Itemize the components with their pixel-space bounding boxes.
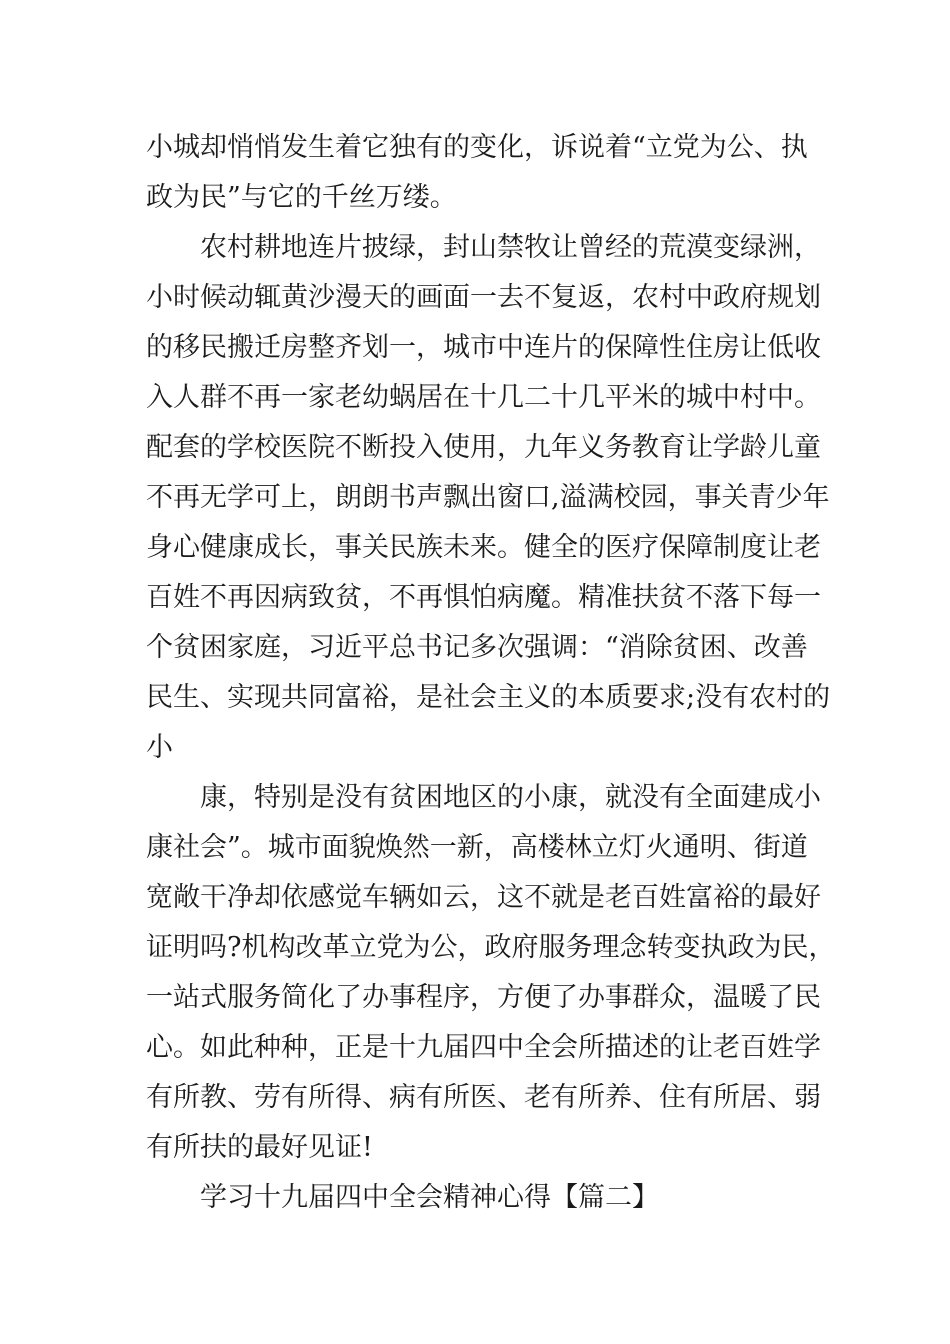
section-heading: 学习十九届四中全会精神心得【篇二】: [200, 1182, 659, 1213]
paragraph-2-line-7: 身心健康成长，事关民族未来。健全的医疗保障制度让老: [146, 532, 821, 563]
paragraph-3-line-5: 一站式服务简化了办事程序，方便了办事群众，温暖了民: [146, 982, 821, 1013]
paragraph-3-line-8: 有所扶的最好见证!: [146, 1132, 373, 1163]
paragraph-2-line-8: 百姓不再因病致贫，不再惧怕病魔。精准扶贫不落下每一: [146, 582, 821, 613]
paragraph-2-line-1: 农村耕地连片披绿，封山禁牧让曾经的荒漠变绿洲，: [200, 232, 821, 263]
paragraph-3-line-4: 证明吗?机构改革立党为公，政府服务理念转变执政为民，: [146, 932, 836, 963]
paragraph-1-line-2: 政为民”与它的千丝万缕。: [146, 182, 457, 213]
paragraph-3-line-7: 有所教、劳有所得、病有所医、老有所养、住有所居、弱: [146, 1082, 821, 1113]
paragraph-2-line-11: 小: [146, 732, 173, 763]
paragraph-3-line-1: 康，特别是没有贫困地区的小康，就没有全面建成小: [200, 782, 821, 813]
paragraph-2-line-5: 配套的学校医院不断投入使用，九年义务教育让学龄儿童: [146, 432, 821, 463]
paragraph-3-line-2: 康社会”。城市面貌焕然一新，高楼林立灯火通明、街道: [146, 832, 808, 863]
paragraph-2-line-10: 民生、实现共同富裕，是社会主义的本质要求;没有农村的: [146, 682, 831, 713]
paragraph-2-line-2: 小时候动辄黄沙漫天的画面一去不复返，农村中政府规划: [146, 282, 821, 313]
paragraph-2-line-9: 个贫困家庭，习近平总书记多次强调：“消除贫困、改善: [146, 632, 808, 663]
paragraph-3-line-6: 心。如此种种，正是十九届四中全会所描述的让老百姓学: [146, 1032, 821, 1063]
paragraph-3-line-3: 宽敞干净却依感觉车辆如云，这不就是老百姓富裕的最好: [146, 882, 821, 913]
paragraph-1-line-1: 小城却悄悄发生着它独有的变化，诉说着“立党为公、执: [146, 132, 808, 163]
paragraph-2-line-6: 不再无学可上，朗朗书声飘出窗口,溢满校园，事关青少年: [146, 482, 830, 513]
paragraph-2-line-4: 入人群不再一家老幼蜗居在十几二十几平米的城中村中。: [146, 382, 821, 413]
paragraph-2-line-3: 的移民搬迁房整齐划一，城市中连片的保障性住房让低收: [146, 332, 821, 363]
